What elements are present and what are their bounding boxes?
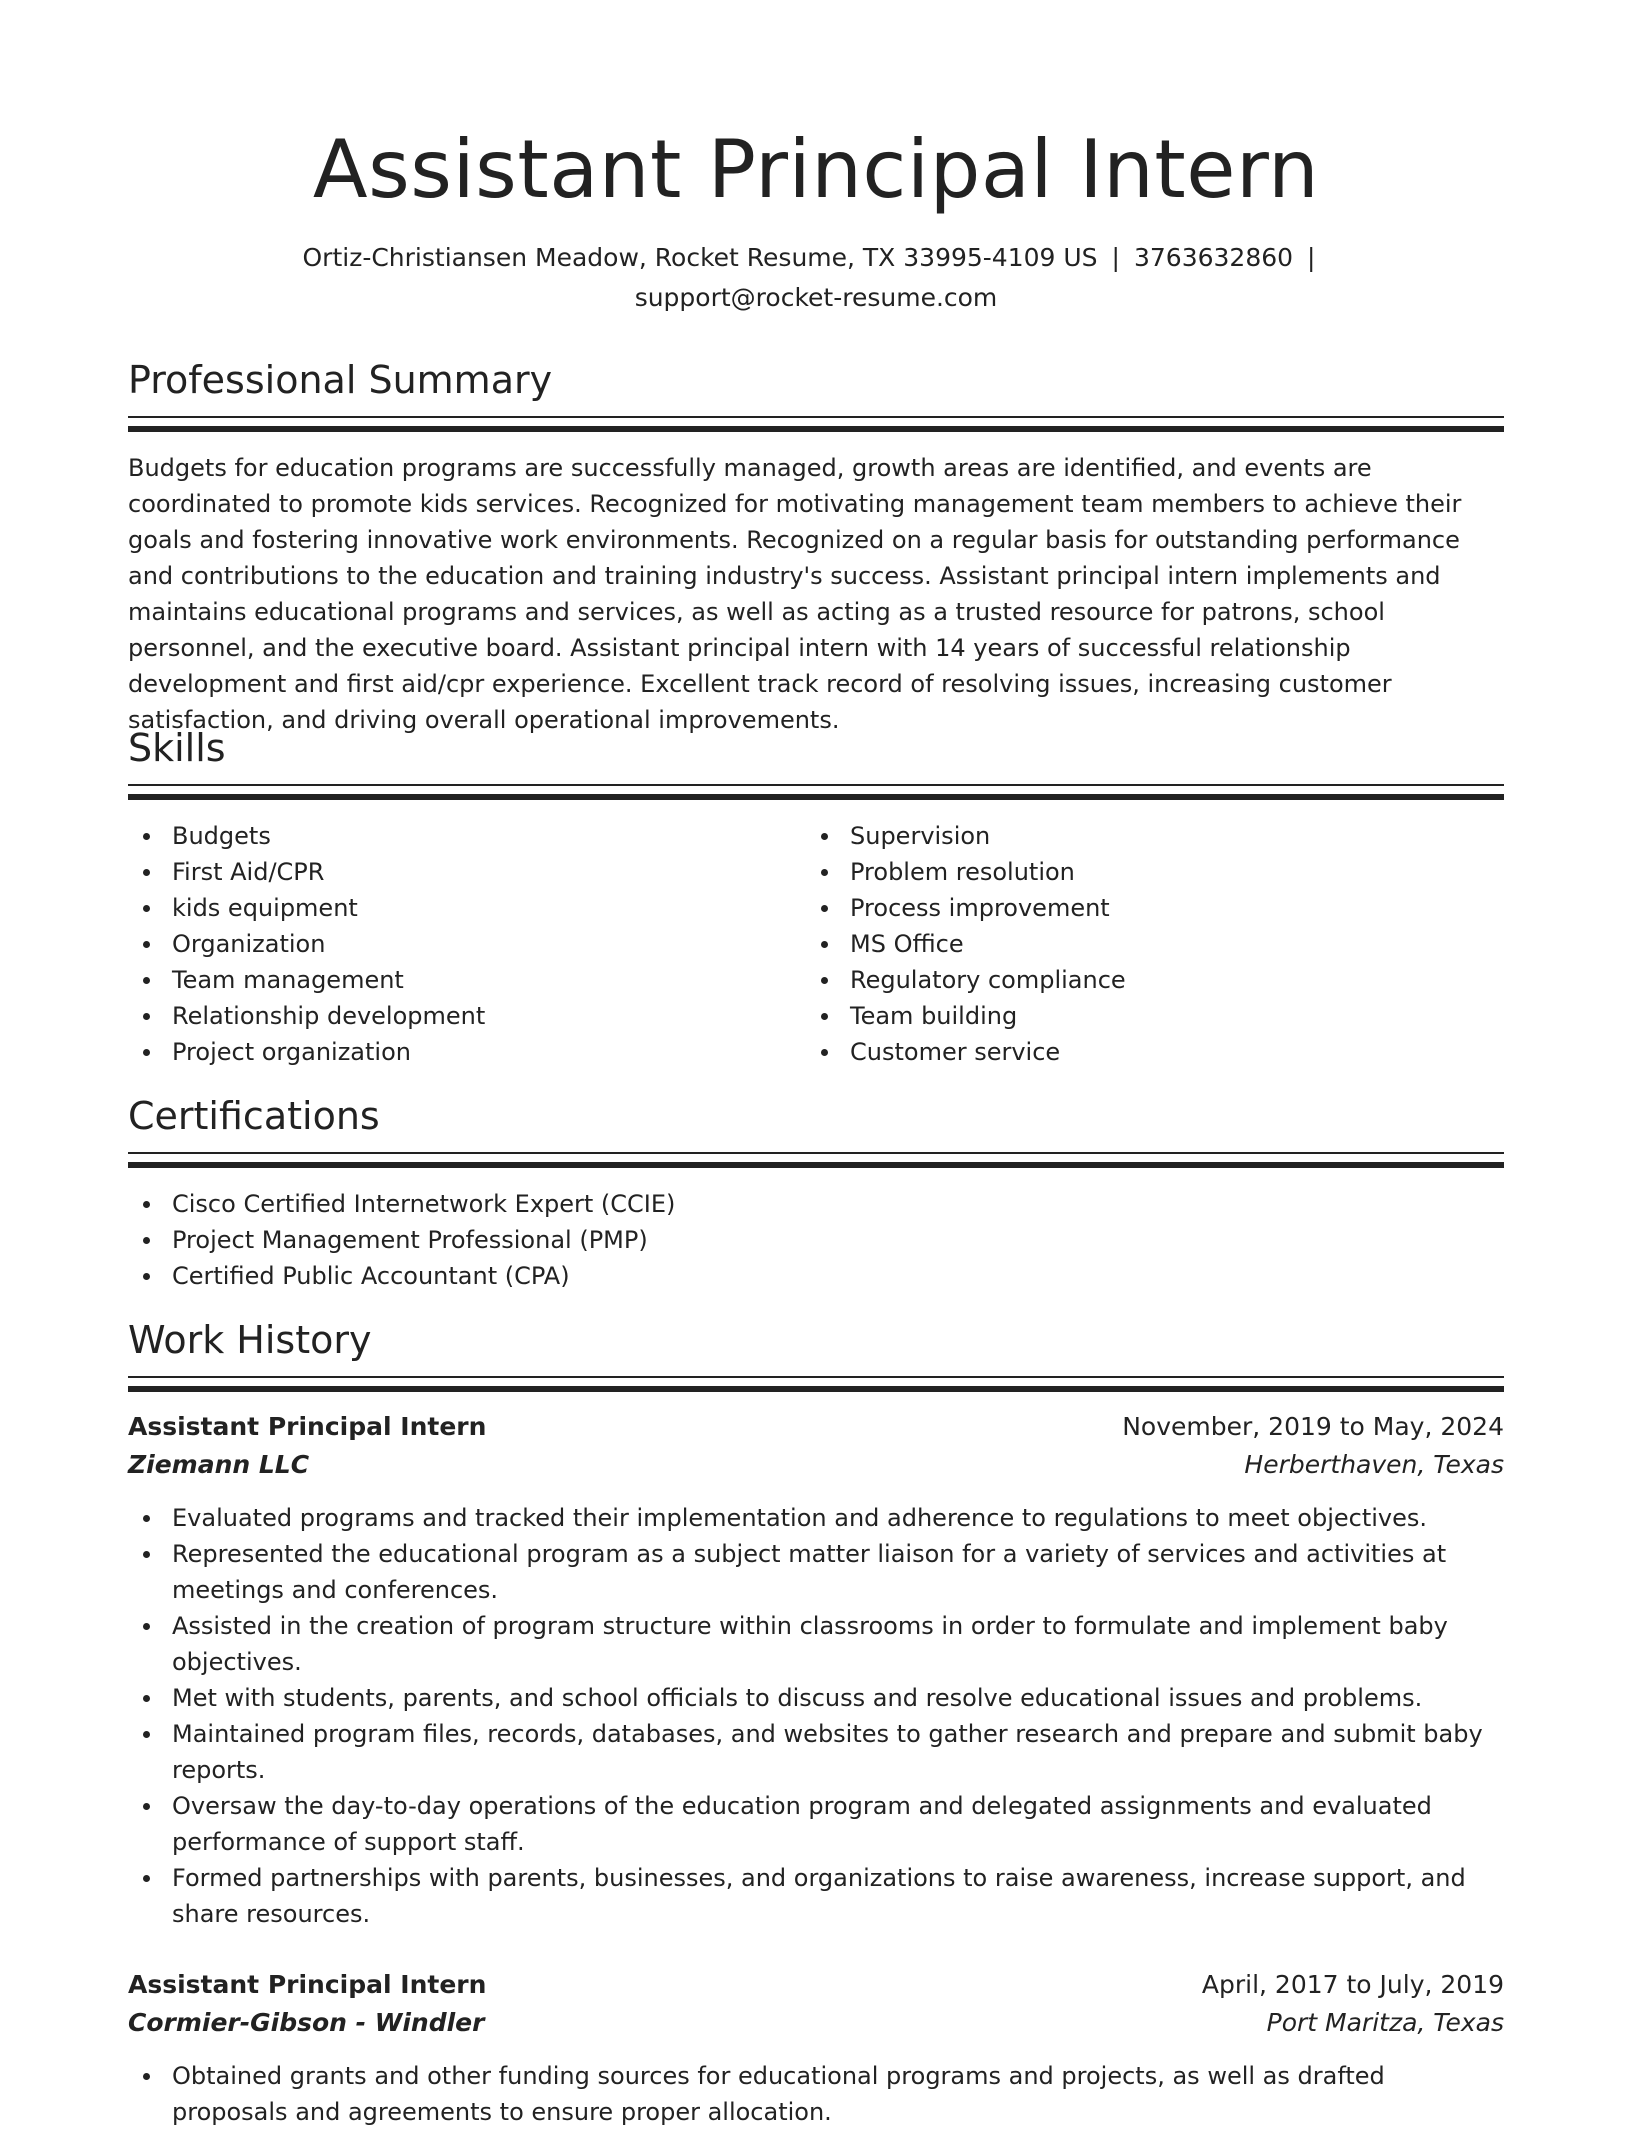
section-divider-thick [128,794,1504,800]
job-subheader [128,2004,1504,2042]
job-duty: Represented the educational program as a subject matter liaison for a variety of services and activities at meetings and conferences. [128,1536,1504,1608]
skill-item: Regulatory compliance [806,962,1484,998]
section-title-skills: Skills [128,726,226,770]
job-company: Ziemann LLC [128,1450,310,1479]
skill-item: Team management [128,962,806,998]
resume-title: Assistant Principal Intern [312,123,1320,216]
skill-item: Problem resolution [806,854,1484,890]
contact-email[interactable]: support@rocket-resume.com [634,283,998,312]
certification-item: Certified Public Accountant (CPA) [128,1258,1504,1294]
section-divider-thin [128,784,1504,786]
job-title: Assistant Principal Intern [128,1412,487,1441]
job-title: Assistant Principal Intern [128,1970,487,1999]
skills-columns [128,818,1504,1070]
summary-text: Budgets for education programs are successfully managed, growth areas are identified, and events are coordinated to promote kids services. Recognized for motivating management team members to achieve their goals and fostering innovative work environments. Recognized on a regular basis for outstanding performance and contributions to the education and training industry's success. Assistant principal intern implements and maintains educational programs and services, as well as acting as a trusted resource for patrons, school personnel, and the executive board. Assistant principal intern with 14 years of successful relationship development and first aid/cpr experience. Excellent track record of resolving issues, increasing customer satisfaction, and driving overall operational improvements. [128,454,1462,734]
summary-section [128,356,1504,738]
certification-item: Project Management Professional (PMP) [128,1222,1504,1258]
job-duty: Oversaw the day-to-day operations of the education program and delegated assignments and evaluated performance of support staff. [128,1788,1504,1860]
section-divider-thin [128,1376,1504,1378]
contact-phone: 3763632860 [1133,243,1294,272]
job-company: Cormier-Gibson - Windler [128,2008,485,2037]
work-history-section [128,1316,1504,2130]
job-duty: Evaluated programs and tracked their implementation and adherence to regulations to meet objectives. [128,1500,1504,1536]
skill-item: Customer service [806,1034,1484,1070]
job-entry [128,1408,1504,1932]
skill-item: First Aid/CPR [128,854,806,890]
job-dates: April, 2017 to July, 2019 [1201,1970,1504,1999]
certifications-list [128,1186,1504,1294]
contact-separator: | [1111,243,1120,272]
section-divider-thick [128,426,1504,432]
job-dates: November, 2019 to May, 2024 [1122,1412,1504,1441]
section-divider-thin [128,1152,1504,1154]
job-entry [128,1966,1504,2130]
skill-item: Budgets [128,818,806,854]
skill-item: MS Office [806,926,1484,962]
skill-item: Organization [128,926,806,962]
job-location: Port Maritza, Texas [1266,2008,1504,2037]
contact-info [128,238,1504,318]
section-title-certifications: Certifications [128,1094,380,1138]
job-duty: Formed partnerships with parents, businesses, and organizations to raise awareness, increase support, and share resources. [128,1860,1504,1932]
job-duties-list [128,2058,1504,2130]
certifications-section [128,1092,1504,1294]
skill-item: Team building [806,998,1484,1034]
job-duty: Met with students, parents, and school officials to discuss and resolve educational issues and problems. [128,1680,1504,1716]
contact-address: Ortiz-Christiansen Meadow, Rocket Resume, TX 33995-4109 US [302,243,1098,272]
section-title-summary: Professional Summary [128,358,553,402]
section-divider-thick [128,1162,1504,1168]
skill-item: Relationship development [128,998,806,1034]
job-duty: Obtained grants and other funding sources for educational programs and projects, as well as drafted proposals and agreements to ensure proper allocation. [128,2058,1504,2130]
skill-item: kids equipment [128,890,806,926]
job-duties-list [128,1500,1504,1932]
skills-list-right [806,818,1484,1070]
section-divider-thick [128,1386,1504,1392]
job-location: Herberthaven, Texas [1244,1450,1504,1479]
skill-item: Process improvement [806,890,1484,926]
contact-separator: | [1307,243,1316,272]
job-duty: Assisted in the creation of program structure within classrooms in order to formulate and implement baby objectives. [128,1608,1504,1680]
skill-item: Project organization [128,1034,806,1070]
skills-section [128,724,1504,1070]
section-title-work-history: Work History [128,1318,372,1362]
skill-item: Supervision [806,818,1484,854]
skills-list-left [128,818,806,1070]
certification-item: Cisco Certified Internetwork Expert (CCIE) [128,1186,1504,1222]
job-header [128,1408,1504,1446]
job-subheader [128,1446,1504,1484]
section-divider-thin [128,416,1504,418]
job-duty: Maintained program files, records, databases, and websites to gather research and prepare and submit baby reports. [128,1716,1504,1788]
job-header [128,1966,1504,2004]
